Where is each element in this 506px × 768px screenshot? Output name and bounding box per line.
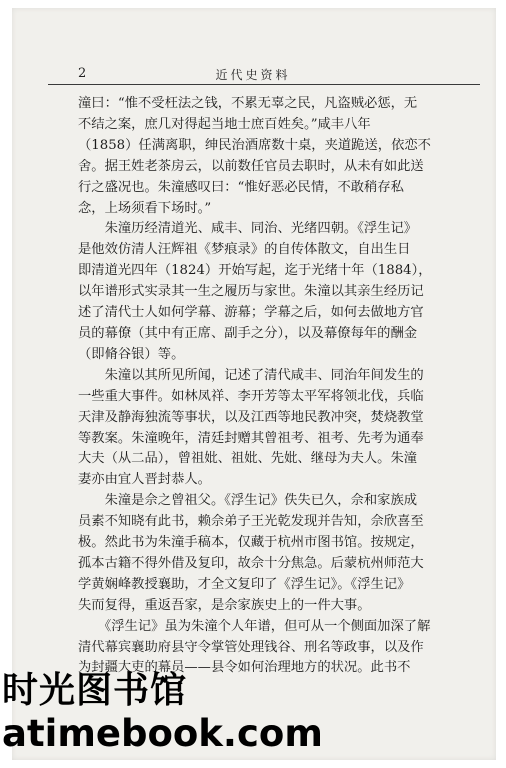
text-line: 大夫（从二品），曾祖妣、祖妣、先妣、继母为夫人。朱潼 [78,451,418,467]
text-line: 孤本古籍不得外借及复印，故佘十分焦急。后蒙杭州师范大 [78,555,424,571]
running-title: 近代史资料 [215,68,291,82]
text-line: 妻亦由宜人晋封恭人。 [78,472,211,488]
text-line: 清代幕宾襄助府县守令掌管处理钱谷、刑名等政事，以及作 [78,639,424,655]
text-line: 不结之案，庶几对得起当地士庶百姓矣。”咸丰八年 [78,116,371,132]
text-line: 舍。据王姓老茶房云，以前数任官员去职时，从未有如此送 [78,158,424,174]
watermark-url: atimebook.com [2,712,323,755]
text-line: （即脩谷银）等。 [78,346,185,362]
text-line: 员的幕僚（其中有正席、副手之分），以及幕僚每年的酬金 [78,325,418,341]
text-line: 潼曰：“惟不受枉法之钱，不累无辜之民，凡盗贼必惩，无 [78,96,418,111]
text-line: 朱潼历经清道光、咸丰、同治、光绪四朝。《浮生记》 [78,221,418,237]
text-line: 念，上场须看下场时。” [78,200,212,216]
watermark-chinese: 时光图书馆 [2,670,188,711]
text-line: （1858）任满离职，绅民治酒席数十桌，夹道跪送，依恋不 [78,137,431,153]
text-line: 为封疆大吏的幕员——县令如何治理地方的状况。此书不 [78,660,411,676]
text-line: 等教案。朱潼晚年，清廷封赠其曾祖考、祖考、先考为通奉 [78,430,424,446]
text-line: 朱潼以其所见所闻，记述了清代咸丰、同治年间发生的 [78,367,424,383]
body-text [78,94,470,679]
text-line: 即清道光四年（1824）开始写起，迄于光绪十年（1884）， [78,263,432,279]
text-line: 述了清代士人如何学幕、游幕；学幕之后，如何去做地方官 [78,305,424,321]
text-line: 行之盛况也。朱潼感叹曰：“惟好恶必民情，不敢稍存私 [78,179,404,195]
text-line: 一些重大事件。如林凤祥、李开芳等太平军将领北伐，兵临 [78,388,424,404]
page-number: 2 [78,66,87,81]
text-line: 朱潼是佘之曾祖父。《浮生记》佚失已久，佘和家族成 [78,493,418,509]
text-line: 以年谱形式实录其一生之履历与家世。朱潼以其亲生经历记 [78,284,424,300]
text-line: 极。然此书为朱潼手稿本，仅藏于杭州市图书馆。按规定， [78,535,424,551]
text-line: 员素不知晓有此书，赖佘弟子王光乾发现并告知，佘欣喜至 [78,514,424,530]
text-line: 失而复得，重返吾家，是佘家族史上的一件大事。 [78,597,371,613]
text-line: 《浮生记》虽为朱潼个人年谱，但可从一个侧面加深了解 [78,618,431,634]
text-line: 天津及静海独流等事状，以及江西等地民教冲突，焚烧教堂 [78,409,424,425]
text-line: 是他效仿清人汪辉祖《梦痕录》的自传体散文，自出生日 [78,242,411,258]
text-line: 学黄娴峰教授襄助，才全文复印了《浮生记》。《浮生记》 [78,576,411,592]
